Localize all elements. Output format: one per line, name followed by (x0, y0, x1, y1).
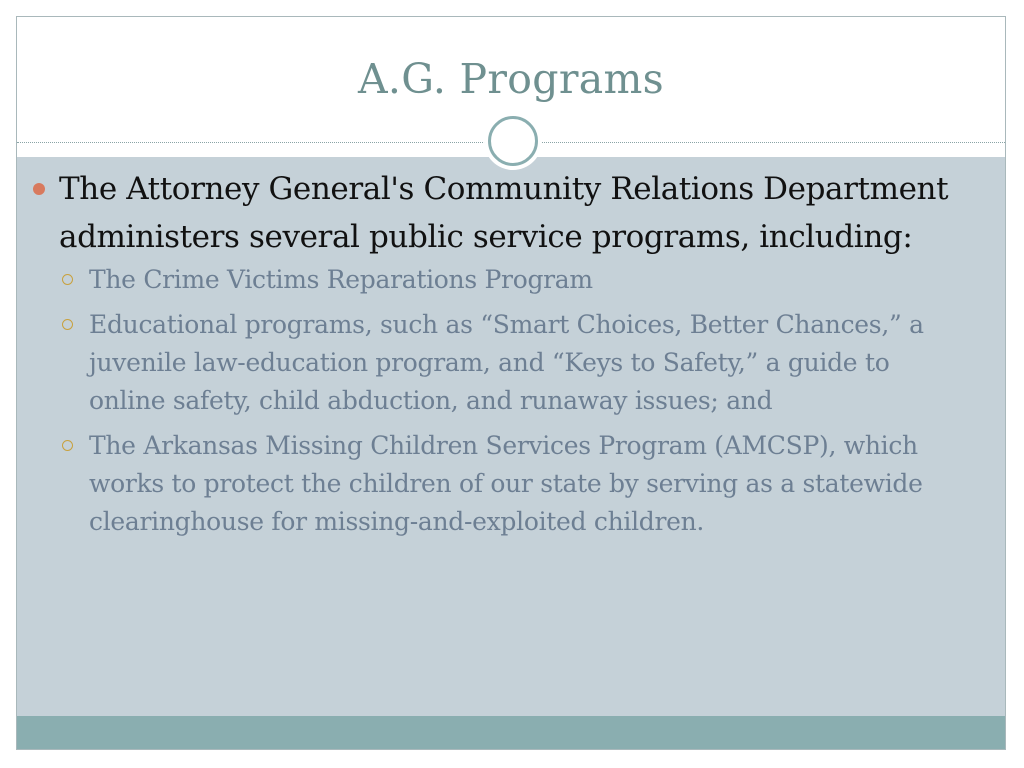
main-bullet-item (30, 165, 965, 261)
footer-band (17, 716, 1005, 750)
sub-bullet-item (59, 427, 965, 541)
hollow-circle-bullet-icon (62, 319, 73, 330)
sub-bullet-item (59, 306, 965, 420)
ornament-ring (488, 116, 538, 166)
slide-title: A.G. Programs (358, 55, 664, 103)
hollow-circle-bullet-icon (62, 274, 73, 285)
filled-dot-bullet-icon (33, 183, 45, 195)
sub-bullet-text: The Arkansas Missing Children Services Program (AMCSP), which works to protect the children of our state by serving as a statewide clearinghouse for missing-and-exploited children. (89, 431, 923, 536)
sub-bullet-text: The Crime Victims Reparations Program (89, 265, 593, 294)
sub-bullet-text: Educational programs, such as “Smart Choices, Better Chances,” a juvenile law-education program, and “Keys to Safety,” a guide to online safety, child abduction, and runaway issues; and (89, 310, 924, 415)
hollow-circle-bullet-icon (62, 440, 73, 451)
slide-content (30, 165, 965, 548)
circle-ring-icon (484, 112, 542, 170)
sub-bullet-item (59, 261, 965, 299)
main-bullet-text: The Attorney General's Community Relations Department administers several public service programs, including: (59, 171, 949, 255)
sub-bullet-list (30, 261, 965, 541)
